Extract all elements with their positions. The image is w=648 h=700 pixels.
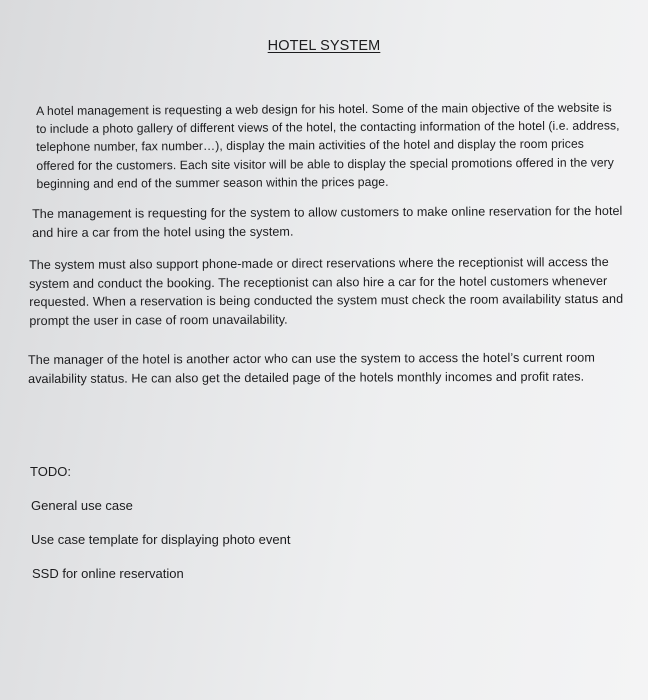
title-text: HOTEL SYSTEM: [267, 38, 381, 54]
todo-item: General use case: [31, 498, 133, 513]
paragraph-receptionist: The system must also support phone-made or direct reservations where the receptionist will access the system and conduct the booking. The receptionist can also hire a car for the hotel customers whenever requested. When a reservation is being conducted the system must check the room availability status and prompt the user in case of room unavailability.: [29, 254, 624, 328]
paragraph-overview: A hotel management is requesting a web design for his hotel. Some of the main objective of the website is to include a photo gallery of different views of the hotel, the contacting information of the hotel (i.e. address, telephone number, fax number…), display the main activities of the hotel and display the room prices offered for the customers. Each site visitor will be able to display the special promotions offered in the very beginning and end of the summer season within the prices page.: [36, 100, 620, 191]
paragraph-manager: The manager of the hotel is another actor who can use the system to access the hotel’s current room availability status. He can also get the detailed page of the hotels monthly incomes and profit rates.: [28, 350, 595, 386]
document-title: [0, 38, 648, 54]
paragraph-online-reservation: The management is requesting for the system to allow customers to make online reservation for the hotel and hire a car from the hotel using the system.: [32, 203, 623, 240]
todo-item: Use case template for displaying photo event: [31, 532, 291, 547]
todo-item: SSD for online reservation: [32, 566, 184, 581]
todo-heading: TODO:: [30, 464, 71, 479]
